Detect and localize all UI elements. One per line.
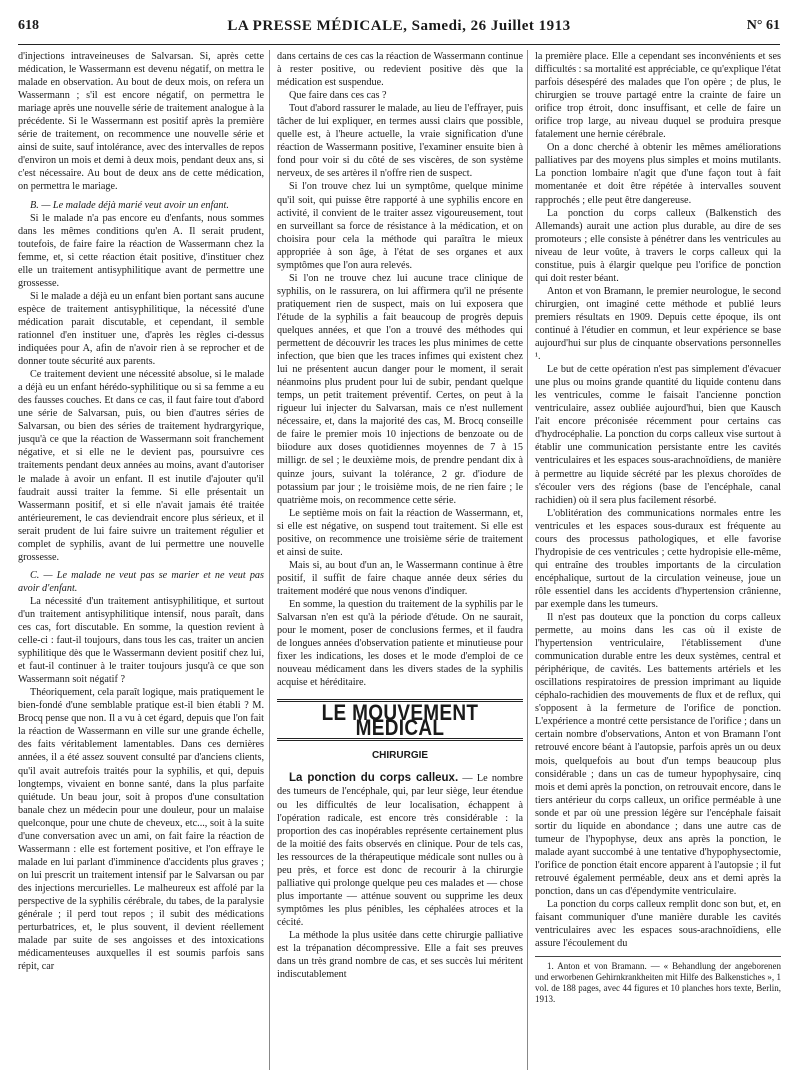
section-subtitle: C. — Le malade ne veut pas se marier et ne veut pas avoir d'enfant. xyxy=(18,569,264,594)
paragraph: Mais si, au bout d'un an, le Wassermann continue à être positif, il suffit de faire chaque année deux séries du traitement modéré que nous venons d'indiquer. xyxy=(277,559,523,597)
paragraph: d'injections intraveineuses de Salvarsan. Si, après cette médication, le Wassermann est devenu négatif, on mettra le malade en observation. Au bout de deux mois, on refera un Wassermann ; s'il est encore négatif, on permettra le mariage après une nouvelle série de traitement analogue à la précédente. Si le Wassermann est positif après la première série de traitement, on recommence une nouvelle série et ainsi de suite, sauf intolérance, avec des intervalles de repos d'environ un mois et demi à deux mois, pendant deux ans, si c'est nécessaire. Au bout de deux ans de cette médication, on permettra le mariage. xyxy=(18,51,264,193)
footnote: 1. Anton et von Bramann. — « Behandlung der angeborenen und erworbenen Gehirnkrankheiten mit Hilfe des Balkenstiches », 1 vol. de 188 pages, avec 44 figures et 10 planches hors texte, Berlin, 1913. xyxy=(535,961,781,1005)
paragraph: dans certains de ces cas la réaction de Wassermann continue à rester positive, ou redevient positive dès que la médication est suspendue. xyxy=(277,51,523,89)
article-paragraph: La méthode la plus usitée dans cette chirurgie palliative est la trépanation décompressive. Elle a fait ses preuves dans un très grand nombre de cas, et ses succès lui méritent indiscutablement xyxy=(277,930,523,981)
column-2 xyxy=(277,50,523,1070)
paragraph: Tout d'abord rassurer le malade, au lieu de l'effrayer, puis tâcher de lui expliquer, en termes aussi clairs que possible, quelle est, à l'heure actuelle, la vraie signification d'une réaction de Wassermann positive, l'examiner ensuite bien à fond pour voir si du côté de ses viscères, de son système nerveux, de ses artères il n'offre rien de suspect. xyxy=(277,103,523,180)
section-subheading: CHIRURGIE xyxy=(371,750,429,762)
column-separator xyxy=(527,50,528,1070)
paragraph: Si l'on trouve chez lui un symptôme, quelque minime qu'il soit, qui puisse être rapporté à une syphilis encore en activité, il convient de le traiter assez vigoureusement, tout en surveillant sa force de résistance à la médication, et on choisira pour cela la méthode qui paraîtra le mieux appropriée à son âge, à l'état de ses organes et aux symptômes que l'on aura relevés. xyxy=(277,181,523,271)
paragraph: Si le malade n'a pas encore eu d'enfants, nous sommes dans les mêmes conditions qu'en A. Il serait prudent, toutefois, de faire faire la réaction de Wassermann chez la femme, et, si cette réaction était positive, d'instituer chez elle un traitement antisyphilitique avant de permettre une grossesse. xyxy=(18,212,264,289)
column-separator xyxy=(269,50,270,1070)
paragraph: la première place. Elle a cependant ses inconvénients et ses difficultés : sa mortalité est appréciable, ce qu'explique l'état parfois désespéré des malades que l'on opère ; de plus, le chirurgien se trouve partagé entre la crainte de faire un orifice trop étroit, donc insuffisant, et celle de faire un orifice trop large, au niveau duquel se produira presque fatalement une hernie cérébrale. xyxy=(535,51,781,141)
article-title: La ponction du corps calleux. xyxy=(289,772,459,785)
article-lead-text: — Le nombre des tumeurs de l'encéphale, qui, par leur siège, leur étendue ou les difficultés de leur localisation, échappent à l'opération radicale, est encore très considérable : la proportion des cas inopérables représente certainement plus de la moitié des faits observés en clinique. Pour de tels cas, les ressources de la thérapeutique médicale sont nulles ou à peu près, et force est donc de recourir à la chirurgie palliative qui prolonge quelque peu ces malades et — chose plus importante — atténue souvent ou supprime les deux symptômes les plus pénibles, les céphalées atroces et la cécité. xyxy=(277,773,523,928)
paragraph: Ce traitement devient une nécessité absolue, si le malade a déjà eu un enfant hérédo-syphilitique ou si sa femme a eu des fausses couches. Et dans ce cas, il faut faire tout d'abord une série de Salvarsan, puis, ou bien d'autres séries de Salvarsan, ou bien des séries de traitement hydrargyrique, jusqu'à ce que la réaction de Wassermann soit franchement négative, et si elle ne le devient pas, poursuivre ces traitements pendant deux années au moins, avant d'autoriser le malade à avoir un enfant. Il est inutile d'ajouter qu'il faudrait aussi traiter la femme. Si elle présentait un Wassermann positif, et si elle n'avait jamais été traitée antérieurement, le cas deviendrait encore plus sérieux, et il serait prudent de lui faire suivre un traitement régulier et complet de syphilis, avant de lui permettre une nouvelle grossesse. xyxy=(18,369,264,563)
paragraph: Anton et von Bramann, le premier neurologue, le second chirurgien, ont imaginé cette méthode et publié leurs premiers résultats en 1909. Depuis cette époque, ils ont continué à l'étudier en commun, et leur expérience se base aujourd'hui sur plus de cinquante observations personnelles ¹. xyxy=(535,285,781,363)
paragraph: Il n'est pas douteux que la ponction du corps calleux permette, au moins dans les cas où il existe de l'hypertension ventriculaire, l'établissement d'une communication durable entre les deux systèmes, central et périphérique, de cavités. Les battements artériels et les oscillations respiratoires de pression imprimant au liquide céphalo-rachidien des mouvements de flux et de reflux, qui s'opposent à la fermeture de l'orifice de ponction. L'expérience a montré cette persistance de l'orifice ; dans un certain nombre d'observations, Anton et von Bramann l'ont retrouvé encore béant à l'autopsie, parfois après un ou deux mois, quelquefois au bout d'un temps beaucoup plus considérable ; dans un cas de tumeur hypophysaire, cinq mois et demi après la ponction, on retrouvait encore, dans le tiers antérieur du corps calleux, un orifice perméable à une sonde et par où une pression légère sur l'encéphale faisait sortir du liquide en abondance ; dans une autre cas de tumeur de l'hypophyse, deux ans après la ponction, le malade ayant succombé à une tentative d'hypophysectomie, l'orifice de ponction était encore apparent à l'autopsie ; il fut retrouvé également perméable, deux ans et demi après la ponction, dans un cas d'épendymite ventriculaire. xyxy=(535,612,781,897)
journal-title: LA PRESSE MÉDICALE, Samedi, 26 Juillet 1913 xyxy=(227,18,571,34)
paragraph: La ponction du corps calleux remplit donc son but, et, en faisant communiquer d'une manière durable les cavités ventriculaires avec les espaces sous-arachnoïdiens, elle assure l'écoulement du xyxy=(535,899,781,950)
section-subtitle: B. — Le malade déjà marié veut avoir un enfant. xyxy=(30,199,229,211)
paragraph: Si l'on ne trouve chez lui aucune trace clinique de syphilis, on le rassurera, on lui affirmera qu'il ne présente pratiquement rien de suspect, mais on lui exposera que l'étude de la syphilis a fait beaucoup de progrès depuis quelques années, et que l'on a trouvé des méthodes qui permettent de découvrir les traces les plus minimes de cette infection, que bien que les traces infimes qui existent chez lui ne présentent aucun danger pour le moment, il serait néanmoins plus prudent pour lui de subir, pendant quelque temps, un petit traitement préventif. Certes, on peut à la rigueur lui injecter du Salvarsan, mais ce n'est nullement nécessaire, et, dans la majorité des cas, M. Brocq conseille de faire le premier mois 10 injections de benzoate ou de biiodure aux doses quotidiennes moyennes de 7 à 15 milligr. de sel ; le deuxième mois, de prendre pendant dix à quinze jours, suivant la tolérance, 2 gr. d'iodure de potassium par jour ; le troisième mois, de ne rien faire ; le quatrième mois, on recommence cette série. xyxy=(277,272,523,506)
article-lead-paragraph xyxy=(277,772,523,929)
paragraph: La ponction du corps calleux (Balkenstich des Allemands) aurait une action plus durable, au dire de ses promoteurs ; elle consiste à pénétrer dans les ventricules au niveau de leur voûte, à travers le corps calleux qui la constitue, puis à élargir quelque peu l'orifice de ponction qui doit rester béant. xyxy=(535,207,781,284)
page-number: 618 xyxy=(18,18,39,33)
paragraph: L'oblitération des communications normales entre les ventricules et les espaces sous-duraux est fréquente au cours des processus pathologiques, et elle favorise l'hydropisie de ces ventricules ; cette hydropisie elle-même, qui entraîne des troubles importants de la circulation encéphalique, surtout de la circulation veineuse, joue un rôle essentiel dans les accidents d'hypertension crânienne, par exemple dans les tumeurs. xyxy=(535,507,781,610)
section-heading: LE MOUVEMENT MÉDICAL xyxy=(321,701,479,741)
footnote-rule xyxy=(535,956,781,957)
header-rule xyxy=(18,44,780,45)
paragraph: Que faire dans ces cas ? xyxy=(289,90,387,102)
paragraph: Le but de cette opération n'est pas simplement d'évacuer une plus ou moins grande quantité du liquide contenu dans les ventricules, comme le faisait l'ancienne ponction ventriculaire, assez oubliée aujourd'hui, bien que Kausch l'ait encore préconisée récemment pour certains cas d'hydrocéphalie. La ponction du corps calleux vise surtout à établir une communication persistante entre les cavités ventriculaires et les espaces sous-arachnoïdiens, de manière à permettre au liquide sécrété par les plexus choroïdes de s'écouler vers des régions (base de l'encéphale, canal rachidien) où il sera plus facilement résorbé. xyxy=(535,364,781,506)
section-heading-box xyxy=(277,699,523,741)
paragraph: On a donc cherché à obtenir les mêmes améliorations palliatives par des moyens plus simples et moins mutilants. La ponction lombaire n'agit que d'une façon tout à fait momentanée et doit être répétée à intervalles souvent rapprochés ; elle peut être dangereuse. xyxy=(535,142,781,206)
issue-number: N° 61 xyxy=(746,18,780,33)
page-header xyxy=(18,18,780,38)
paragraph: En somme, la question du traitement de la syphilis par le Salvarsan n'en est qu'à la période d'étude. On ne saurait, pour le moment, poser de conclusions fermes, et il faudra de longues années d'observation patiente et minutieuse pour fixer les indications, les doses et le mode d'emploi de ce nouveau médicament dans les divers stades de la syphilis acquise et héréditaire. xyxy=(277,598,523,689)
paragraph: La nécessité d'un traitement antisyphilitique, et surtout d'un traitement antisyphilitique intensif, nous paraît, dans ces cas, fort discutable. En somme, la question revient à celle-ci : faut-il toujours, dans tous les cas, traiter un ancien syphilitique dès que le Wassermann devient positif chez lui, et faut-il continuer à le traiter toujours jusqu'à ce que son Wassermann soit négatif ? xyxy=(18,595,264,686)
column-3 xyxy=(535,50,781,1070)
column-1 xyxy=(18,50,264,1070)
paragraph: Si le malade a déjà eu un enfant bien portant sans aucune espèce de traitement antisyphilitique, la nécessité d'une médication parait discutable, et cependant, il semble rationnel d'en instituer une, d'après les règles ci-dessus indiquées pour A, afin de n'avoir rien à se reprocher et de donner toute sécurité aux parents. xyxy=(18,290,264,368)
paragraph: Théoriquement, cela paraît logique, mais pratiquement le bien-fondé d'une semblable pratique est-il bien établi ? M. Brocq pense que non. Il a vu à cet égard, depuis que l'on fait la réaction de Wassermann en ville sur une grande échelle, des faits véritablement lamentables. Dans ces dernières années, il a été assez souvent consulté par d'anciens clients, qu'il avait autrefois traités pour la syphilis, et qui, depuis longtemps, vivaient en bonne santé, dans la plus parfaite quiétude. Un beau jour, soit à propos d'une consultation banale chez un médecin pour une douleur, pour un malaise quelconque, pour une chute de cheveux, etc..., soit à la suite d'une conversation avec un ami, on fait faire la réaction de Wassermann : elle est fortement positive, et l'on effraye le malade en lui parlant d'imminence d'accidents plus graves ; on lui prescrit un traitement intensif par le Salvarsan ou par des injections mercurielles. Le malheureux est affolé par la perspective de la syphilis cérébrale, du tabes, de la paralysie générale ; il perd tout repos ; il subit des médications perturbatrices, et, le plus souvent, il devient réellement malade par suite de ses angoisses et des intoxications médicamenteuses auxquelles il est soumis parfois sans répit, car xyxy=(18,687,264,973)
paragraph: Le septième mois on fait la réaction de Wassermann, et, si elle est négative, on suspend tout traitement. Si elle est positive, on recommence une troisième série de traitement et ainsi de suite. xyxy=(277,507,523,558)
